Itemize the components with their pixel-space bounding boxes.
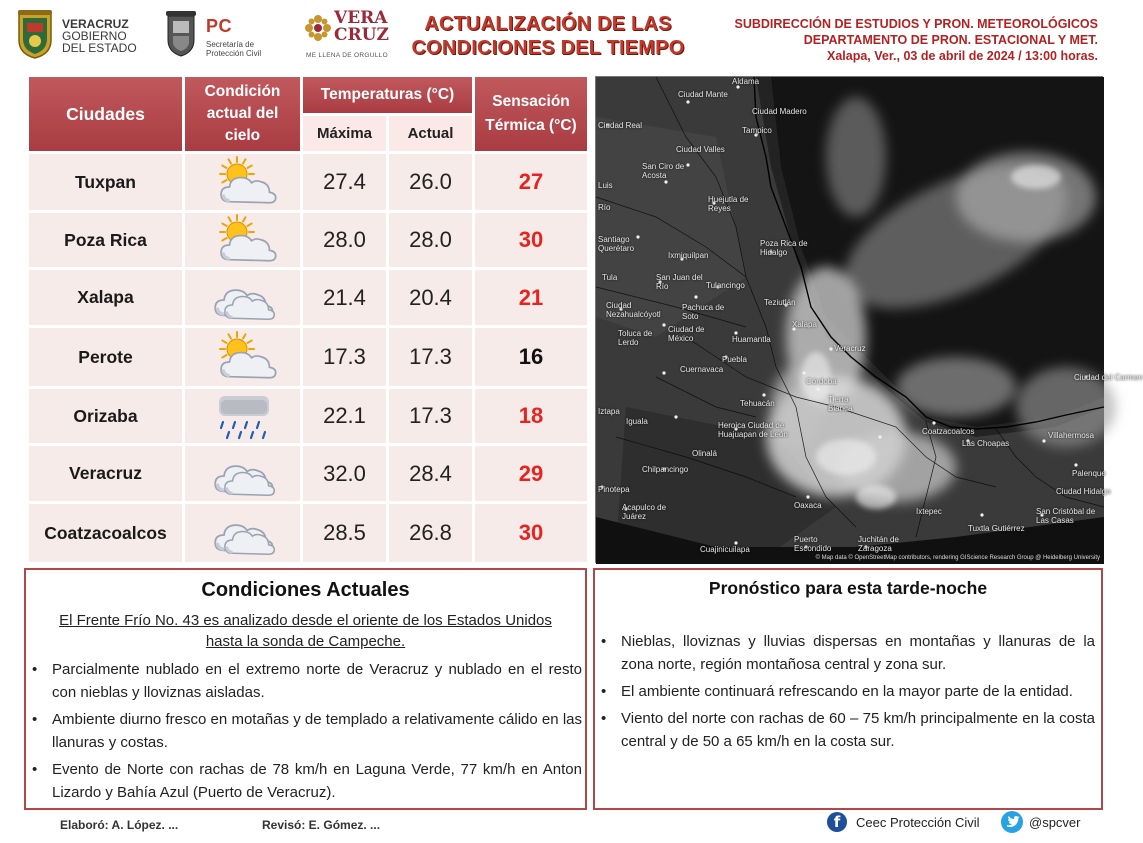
facebook-icon: f [827,812,847,832]
header-sensation: Sensación Térmica (°C) [475,77,587,151]
brand-tagline: ME LLENA DE ORGULLO [306,52,388,59]
table-row [29,504,587,562]
map-place-label: Puebla [722,355,747,364]
thermal-sensation: 16 [475,328,587,386]
forecast-bullet: • El ambiente continuará refrescando en la mayor parte de la entidad. [621,680,1095,703]
table-row [29,389,587,443]
map-place-label: Ixtepec [916,507,942,516]
sky-condition-cell [185,154,300,210]
map-place-label: Olinalá [692,449,717,458]
map-place-label: Pachuca de Soto [682,303,725,321]
satellite-map [595,76,1143,563]
header-current: Actual [389,116,472,151]
map-place-label: San Ciro de Acosta [642,162,685,180]
map-place-label: Ciudad Hidalgo [1056,487,1111,496]
current-temperature: 20.4 [389,270,472,325]
map-place-label: Ciudad Real [598,121,643,130]
forecast-list [621,630,1095,757]
facebook-handle: Ceec Protección Civil [856,814,980,830]
map-place-label: Coatzacoalcos [922,427,975,436]
issuer-line2: DEPARTAMENTO DE PRON. ESTACIONAL Y MET. [803,33,1098,47]
drizzle-icon [207,392,279,440]
satellite-imagery [596,77,1104,564]
map-place-label: Huamantla [732,335,771,344]
brand-line2: CRUZ [334,25,389,45]
cloudy-icon [207,274,279,322]
twitter-icon [1001,811,1023,833]
thermal-sensation: 27 [475,154,587,210]
map-place-label: Acapulco de Juárez [622,503,667,521]
max-temperature: 32.0 [303,446,386,501]
issuer-line1: SUBDIRECCIÓN DE ESTUDIOS Y PRON. METEOROLÓGICOS [734,17,1098,31]
map-place-label: Heroica Ciudad de Huajuapan de León [718,421,788,439]
map-place-label: Ciudad Mante [678,90,728,99]
forecast-bullet: • Viento del norte con rachas de 60 – 75 km/h principalmente en la costa central y de 50 a 65 km/h en la costa sur. [621,707,1095,753]
thermal-sensation: 30 [475,504,587,562]
current-temperature: 26.0 [389,154,472,210]
veracruz-brand-logo [302,8,392,66]
veracruz-shield-icon [16,10,54,60]
max-temperature: 21.4 [303,270,386,325]
pc-mark: PC [206,16,233,36]
map-place-label: Las Choapas [962,439,1010,448]
sky-condition-cell [185,446,300,501]
map-place-label: San Juan del Río [656,273,703,291]
map-place-label: Juchitán de Zaragoza [858,535,899,553]
pc-shield-icon [164,10,198,58]
map-place-label: Iztapa [598,407,620,416]
header-cities: Ciudades [29,77,182,151]
title-line2: CONDICIONES DEL TIEMPO [411,37,685,59]
map-place-label: Pinotepa [598,485,630,494]
map-place-label: Luis [598,181,613,190]
map-place-label: Tierra Blanca [828,395,853,413]
pc-logo-line2: Protección Civil [206,49,262,58]
sky-condition-cell [185,389,300,443]
header-sky: Condición actual del cielo [185,77,300,151]
sky-condition-cell [185,270,300,325]
conditions-bullet: • Evento de Norte con rachas de 78 km/h en Laguna Verde, 77 km/h en Anton Lizardo y Bahía Azul (Puerto de Veracruz). [52,758,582,804]
brand-line1: VERA [334,8,388,28]
map-place-label: Palenque [1072,469,1106,478]
made-by: Elaboró: A. López. ... [60,818,179,832]
twitter-link[interactable] [1001,811,1081,833]
forecast-bullet: • Nieblas, lloviznas y lluvias dispersas en montañas y llanuras de la zona norte, región montañosa central y zona sur. [621,630,1095,676]
veracruz-flower-icon [304,14,332,42]
current-temperature: 28.4 [389,446,472,501]
proteccion-civil-logo [164,8,294,62]
city-name: Orizaba [29,389,182,443]
veracruz-logo-line2: GOBIERNO [62,29,127,43]
current-temperature: 17.3 [389,389,472,443]
conditions-bullet: • Ambiente diurno fresco en motañas y de templado a relativamente cálido en las llanuras y costas. [52,708,582,754]
sky-condition-cell [185,504,300,562]
partly-cloudy-icon [207,158,279,206]
issue-date: Xalapa, Ver., 03 de abril de 2024 / 13:00 horas. [827,49,1098,63]
conditions-list [52,658,582,808]
city-name: Coatzacoalcos [29,504,182,562]
map-place-label: Ciudad Valles [676,145,725,154]
pc-logo-line1: Secretaría de [206,40,255,49]
map-place-label: Iguala [626,417,648,426]
thermal-sensation: 29 [475,446,587,501]
map-place-label: Tehuacán [740,399,775,408]
map-place-label: Córdoba [806,377,837,386]
map-place-label: Chilpancingo [642,465,689,474]
forecast-title: Pronóstico para esta tarde-noche [708,578,988,598]
header-max: Máxima [303,116,386,151]
map-place-label: Río [598,203,611,212]
map-place-label: Ciudad Nezahualcóyotl [606,301,661,319]
map-place-label: San Cristóbal de Las Casas [1036,507,1096,525]
map-place-label: Ciudad Madero [752,107,807,116]
map-place-label: Cuajinicuilapa [700,545,750,554]
header [0,0,1122,76]
city-name: Xalapa [29,270,182,325]
city-name: Poza Rica [29,213,182,267]
map-place-label: Tampico [742,126,772,135]
city-name: Tuxpan [29,154,182,210]
map-place-label: Tula [602,273,618,282]
max-temperature: 17.3 [303,328,386,386]
thermal-sensation: 21 [475,270,587,325]
sky-condition-cell [185,213,300,267]
map-place-label: Toluca de Lerdo [618,329,653,347]
veracruz-government-logo [16,8,161,62]
map-place-label: Ixmiquilpan [668,251,709,260]
current-temperature: 26.8 [389,504,472,562]
twitter-handle: @spcver [1029,814,1081,830]
map-place-label: Ciudad del Carmen [1074,373,1143,382]
table-row [29,328,587,386]
table-row [29,154,587,210]
map-place-label: Teziutlán [764,298,796,307]
map-credit: © Map data © OpenStreetMap contributors, rendering GIScience Research Group @ Heidelberg University [815,555,1100,561]
table-row [29,270,587,325]
facebook-link[interactable] [827,811,980,833]
veracruz-logo-line1: VERACRUZ [62,17,129,31]
map-place-label: Cuernavaca [680,365,724,374]
current-conditions-panel [24,568,587,810]
map-place-label: Huejutla de Reyes [708,195,749,213]
city-name: Veracruz [29,446,182,501]
map-place-label: Tuxtla Gutiérrez [968,524,1025,533]
max-temperature: 27.4 [303,154,386,210]
map-place-label: Puerto Escondido [794,535,832,553]
city-name: Perote [29,328,182,386]
reviewed-by: Revisó: E. Gómez. ... [262,818,381,832]
map-place-label: Xalapa [792,320,817,329]
map-place-label: Aldama [732,77,760,86]
current-temperature: 17.3 [389,328,472,386]
cloudy-icon [207,450,279,498]
map-place-label: Poza Rica de Hidalgo [760,239,808,257]
current-temperature: 28.0 [389,213,472,267]
table-row [29,446,587,501]
max-temperature: 28.5 [303,504,386,562]
weather-table [29,77,587,563]
thermal-sensation: 30 [475,213,587,267]
conditions-bullet: • Parcialmente nublado en el extremo norte de Veracruz y nublado en el resto con nieblas y lloviznas aisladas. [52,658,582,704]
issuer-block [735,16,1098,64]
map-place-label: Santiago Querétaro [598,235,635,253]
sky-condition-cell [185,328,300,386]
page-title [398,12,698,60]
partly-cloudy-icon [207,333,279,381]
map-place-label: Ciudad de México [668,325,705,343]
title-line1: ACTUALIZACIÓN DE LAS [424,13,672,35]
map-place-label: Veracruz [834,344,866,353]
max-temperature: 28.0 [303,213,386,267]
conditions-intro: El Frente Frío No. 43 es analizado desde el oriente de los Estados Unidos hasta la sonda de Campeche. [59,612,552,650]
map-place-label: Oaxaca [794,501,822,510]
map-place-label: Villahermosa [1048,431,1095,440]
conditions-title: Condiciones Actuales [201,579,410,601]
thermal-sensation: 18 [475,389,587,443]
max-temperature: 22.1 [303,389,386,443]
header-temperatures: Temperaturas (°C) [303,77,472,113]
veracruz-logo-line3: DEL ESTADO [62,41,137,55]
table-row [29,213,587,267]
forecast-panel [593,568,1103,810]
cloudy-icon [207,509,279,557]
map-place-label: Tulancingo [706,281,745,290]
partly-cloudy-icon [207,216,279,264]
